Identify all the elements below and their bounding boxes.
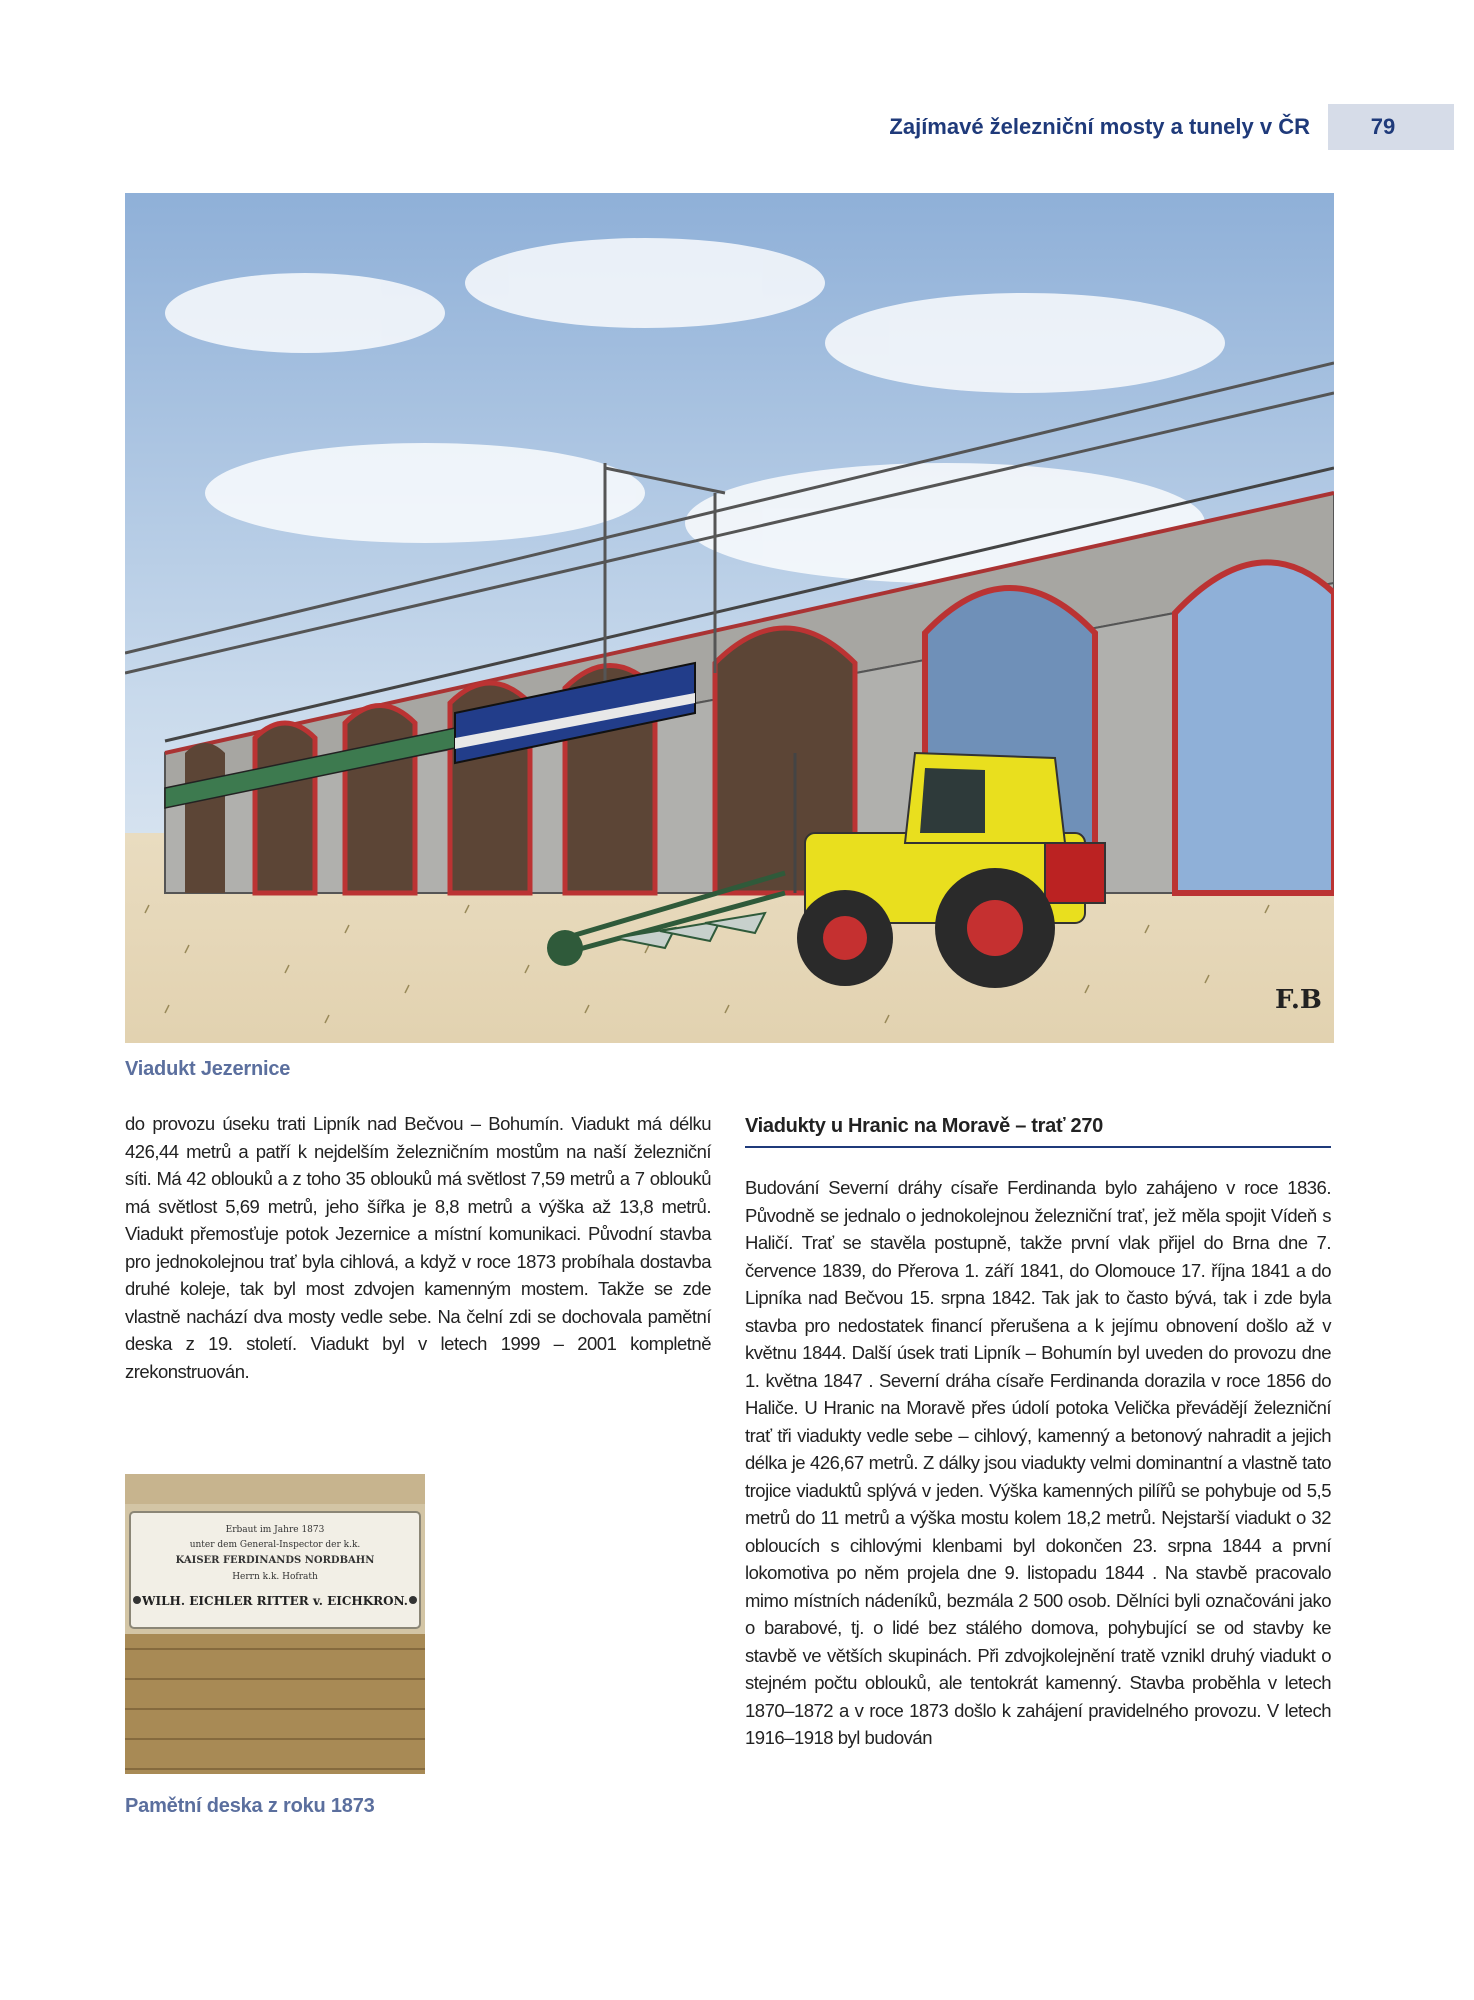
plaque-caption: Pamětní deska z roku 1873 [125,1795,375,1817]
right-column [745,1174,1331,1752]
left-paragraph: do provozu úseku trati Lipník nad Bečvou – Bohumín. Viadukt má délku 426,44 metrů a patří k nejdelším železničním mostům na naší železniční síti. Má 42 oblouků a z toho 35 oblouků má světlost 7,59 metrů a 7 oblouků má světlost 5,69 metrů, jeho šířka je 8,8 metrů a výška až 13,8 metrů. Viadukt přemosťuje potok Jezernice a místní komunikaci. Původní stavba pro jednokolejnou trať byla cihlová, a když v roce 1873 probíhala dostavba druhé koleje, tak byl most zdvojen kamenným mostem. Takže se zde vlastně nachází dva mosty vedle sebe. Na čelní zdi se dochovala pamětní deska z 19. století. Viadukt byl v letech 1999 – 2001 kompletně zrekonstruován. [125,1113,711,1382]
artist-signature: F.B [1275,985,1322,1015]
plaque-photo [125,1474,425,1774]
svg-text:unter dem General-Inspector de: unter dem General-Inspector der k.k. [189,1540,361,1550]
left-column [125,1110,711,1385]
illustration-caption: Viadukt Jezernice [125,1058,291,1080]
svg-text:Erbaut im Jahre 1873: Erbaut im Jahre 1873 [225,1525,325,1535]
running-header-title: Zajímavé železniční mosty a tunely v ČR [889,114,1310,139]
page-number: 79 [1370,114,1396,139]
svg-text:WILH. EICHLER RITTER v. EICHKR: WILH. EICHLER RITTER v. EICHKRON. [142,1594,408,1608]
viaduct-illustration [125,193,1334,1043]
right-paragraph: Budování Severní dráhy císaře Ferdinanda bylo zahájeno v roce 1836. Původně se jednalo o jednokolejnou železniční trať, jež měla spojit Vídeň s Haličí. Trať se stavěla postupně, takže první vlak přijel do Brna dne 7. července 1839, do Přerova 1. září 1841, do Olomouce 17. října 1841 a do Lipníka nad Bečvou 15. srpna 1842. Tak jak to často bývá, tak i zde byla stavba pro nedostatek financí přerušena a k jejímu obnovení došlo až v květnu 1844. Další úsek trati Lipník – Bohumín byl uveden do provozu dne 1. května 1847 . Severní dráha císaře Ferdinanda dorazila v roce 1856 do Haliče. U Hranic na Moravě přes údolí potoka Velička převádějí železniční trať tři viadukty vedle sebe – cihlový, kamenný a betonový nahradit a jejich délka je 426,67 metrů. Z dálky jsou viadukty velmi dominantní a vlastně tato trojice viaduktů splývá v jeden. Výška kamenných pilířů se pohybuje od 5,5 metrů do 11 metrů a výška mostu kolem 18,2 metrů. Nejstarší viadukt o 32 obloucích s cihlovými klenbami byl dokončen 23. srpna 1844 a první lokomotiva po něm projela dne 9. listopadu 1844 . Na stavbě pracovalo mimo místních nádeníků, bezmála 2 500 osob. Dělníci byli označováni jako o barabové, tj. o lidé bez stálého domova, pohybující se od stavby ke stavbě ve větších skupinách. Při zdvojkolejnění tratě vznikl druhý viadukt o stejném počtu oblouků, ale tentokrát kamenný. Stavba proběhla v letech 1870–1872 a v roce 1873 došlo k zahájení pravidelného provozu. V letech 1916–1918 byl budován [745,1177,1331,1748]
section-heading: Viadukty u Hranic na Moravě – trať 270 [745,1115,1331,1148]
svg-text:KAISER FERDINANDS NORDBAHN: KAISER FERDINANDS NORDBAHN [175,1555,375,1566]
svg-text:Herrn k.k. Hofrath: Herrn k.k. Hofrath [232,1572,318,1582]
